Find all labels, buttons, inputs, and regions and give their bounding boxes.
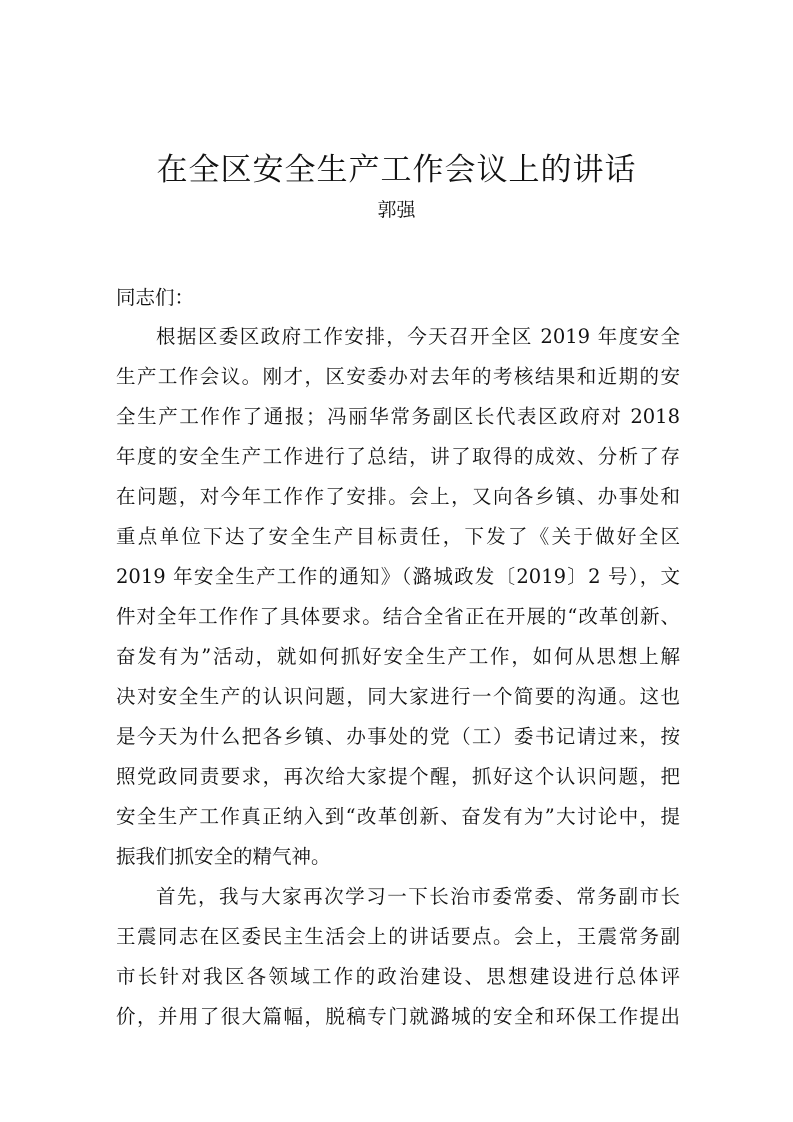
paragraph-1-line: 重点单位下达了安全生产目标责任，下发了《关于做好全区 xyxy=(116,525,680,548)
paragraph-1-line: 全生产工作作了通报；冯丽华常务副区长代表区政府对 2018 xyxy=(116,405,680,428)
paragraph-1-line: 根据区委区政府工作安排，今天召开全区 2019 年度安全 xyxy=(156,325,680,348)
paragraph-2-line: 王震同志在区委民主生活会上的讲话要点。会上，王震常务副 xyxy=(116,925,680,948)
paragraph-2-line: 市长针对我区各领域工作的政治建设、思想建设进行总体评 xyxy=(116,965,680,988)
paragraph-1-line: 生产工作会议。刚才，区安委办对去年的考核结果和近期的安 xyxy=(116,365,680,388)
paragraph-2-line: 首先，我与大家再次学习一下长治市委常委、常务副市长 xyxy=(156,885,680,908)
document-title: 在全区安全生产工作会议上的讲话 xyxy=(156,152,637,188)
paragraph-1-line: 年度的安全生产工作进行了总结，讲了取得的成效、分析了存 xyxy=(116,445,680,468)
paragraph-1-line: 件对全年工作作了具体要求。结合全省正在开展的“改革创新、 xyxy=(116,605,680,628)
paragraph-1-line: 在问题，对今年工作作了安排。会上，又向各乡镇、办事处和 xyxy=(116,485,680,508)
paragraph-1-line: 照党政同责要求，再次给大家提个醒，抓好这个认识问题，把 xyxy=(116,765,680,788)
paragraph-1-line: 奋发有为”活动，就如何抓好安全生产工作，如何从思想上解 xyxy=(116,645,680,668)
paragraph-1-line: 决对安全生产的认识问题，同大家进行一个简要的沟通。这也 xyxy=(116,685,680,708)
paragraph-1-line: 2019 年安全生产工作的通知》（潞城政发〔2019〕2 号），文 xyxy=(116,565,680,588)
paragraph-1-line: 振我们抓安全的精气神。 xyxy=(116,845,331,868)
paragraph-2-line: 价，并用了很大篇幅，脱稿专门就潞城的安全和环保工作提出 xyxy=(116,1005,680,1028)
document-author: 郭强 xyxy=(377,199,416,221)
salutation: 同志们： xyxy=(116,286,195,309)
paragraph-1-line: 安全生产工作真正纳入到“改革创新、奋发有为”大讨论中，提 xyxy=(116,805,680,828)
paragraph-1-line: 是今天为什么把各乡镇、办事处的党（工）委书记请过来，按 xyxy=(116,725,680,748)
